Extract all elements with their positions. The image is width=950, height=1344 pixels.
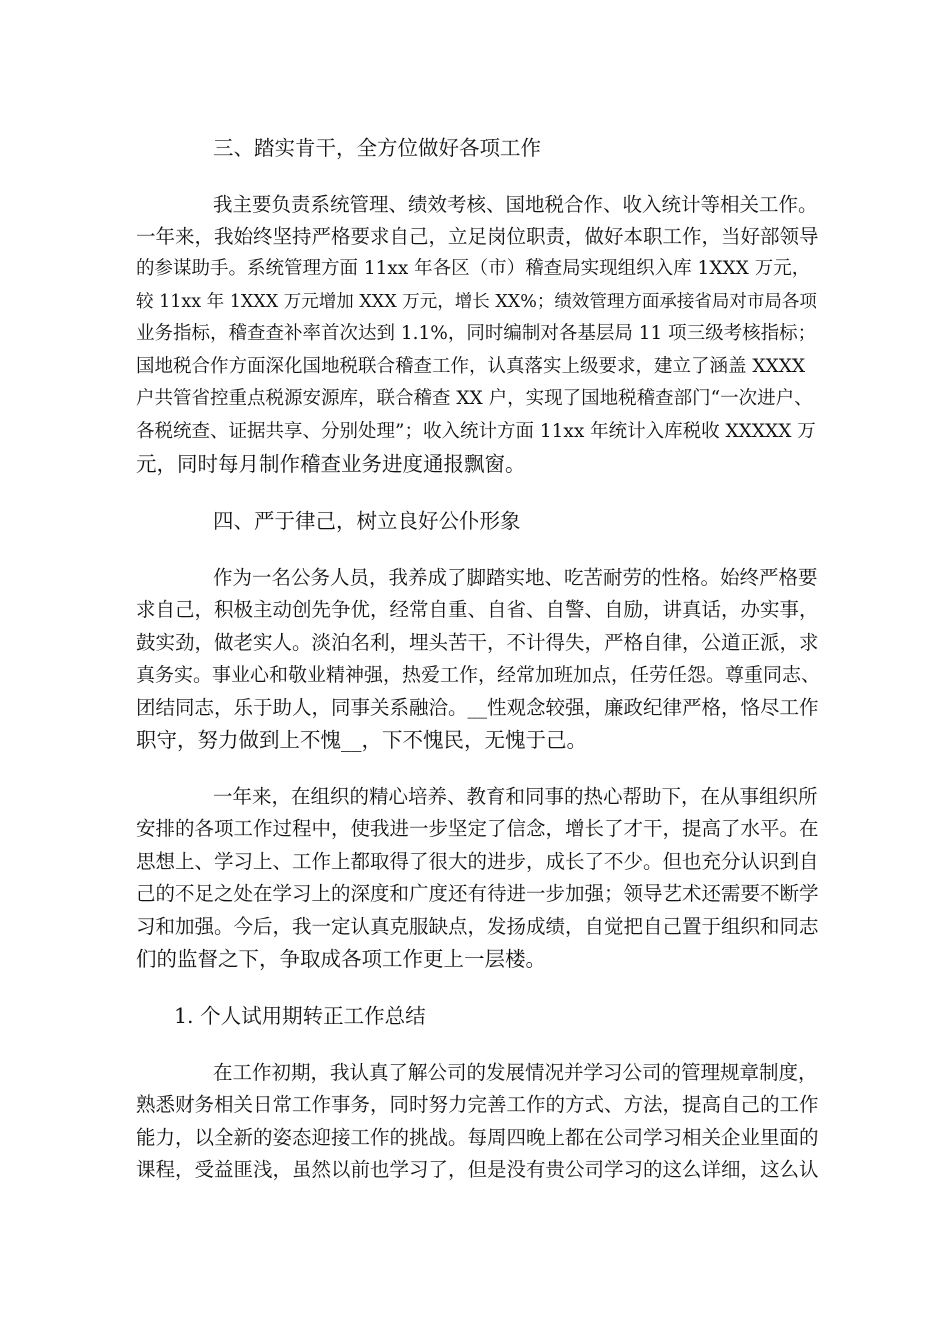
paragraph-line: 户共管省控重点税源安源库，联合稽查 XX 户，实现了国地税稽查部门“一次进户、	[136, 388, 813, 409]
paragraph-line: 团结同志，乐于助人，同事关系融洽。__性观念较强，廉政纪律严格，恪尽工作	[136, 696, 819, 719]
paragraph-line: 习和加强。今后，我一定认真克服缺点，发扬成绩，自觉把自己置于组织和同志	[136, 915, 819, 938]
paragraph-line: 业务指标，稽查查补率首次达到 1.1%，同时编制对各基层局 11 项三级考核指标；	[136, 323, 817, 344]
paragraph-line: 各税统查、证据共享、分别处理”；收入统计方面 11xx 年统计入库税收 XXXXX 万	[136, 421, 816, 442]
paragraph-line: 思想上、学习上、工作上都取得了很大的进步，成长了不少。但也充分认识到自	[136, 850, 819, 873]
paragraph-line: 作为一名公务人员，我养成了脚踏实地、吃苦耐劳的性格。始终严格要	[213, 566, 818, 589]
paragraph-line: 一年来，我始终坚持严格要求自己，立足岗位职责，做好本职工作，当好部领导	[136, 225, 819, 248]
paragraph-line: 我主要负责系统管理、绩效考核、国地税合作、收入统计等相关工作。	[213, 193, 818, 216]
paragraph-line: 熟悉财务相关日常工作事务，同时努力完善工作的方式、方法，提高自己的工作	[136, 1093, 819, 1116]
paragraph-line: 真务实。事业心和敬业精神强，热爱工作，经常加班加点，任劳任怨。尊重同志、	[136, 664, 821, 686]
paragraph-line: 较 11xx 年 1XXX 万元增加 XXX 万元，增长 XX%；绩效管理方面承接省局对市局各项	[136, 292, 817, 312]
paragraph-line: 在工作初期，我认真了解公司的发展情况并学习公司的管理规章制度，	[213, 1061, 818, 1084]
paragraph-line: 国地税合作方面深化国地税联合稽查工作，认真落实上级要求，建立了涵盖 XXXX	[136, 356, 806, 377]
paragraph-line: 职守，努力做到上不愧__，下不愧民，无愧于己。	[136, 728, 587, 752]
subsection-heading: 1. 个人试用期转正工作总结	[174, 1004, 426, 1028]
paragraph-line: 鼓实劲，做老实人。淡泊名利，埋头苦干，不计得失，严格自律，公道正派，求	[136, 631, 819, 654]
paragraph-line: 元，同时每月制作稽查业务进度通报飘窗。	[136, 452, 526, 476]
paragraph-line: 安排的各项工作过程中，使我进一步坚定了信念，增长了才干，提高了水平。在	[136, 817, 819, 840]
paragraph-line: 能力，以全新的姿态迎接工作的挑战。每周四晚上都在公司学习相关企业里面的	[136, 1126, 819, 1149]
paragraph-line: 一年来，在组织的精心培养、教育和同事的热心帮助下，在从事组织所	[213, 785, 818, 808]
section-heading-3: 三、踏实肯干，全方位做好各项工作	[213, 136, 541, 160]
paragraph-line: 己的不足之处在学习上的深度和广度还有待进一步加强；领导艺术还需要不断学	[136, 882, 819, 905]
paragraph-line: 的参谋助手。系统管理方面 11xx 年各区（市）稽查局实现组织入库 1XXX 万元，	[136, 258, 811, 279]
section-heading-4: 四、严于律己，树立良好公仆形象	[213, 509, 521, 533]
paragraph-line: 课程，受益匪浅，虽然以前也学习了，但是没有贵公司学习的这么详细，这么认	[136, 1158, 819, 1181]
paragraph-line: 求自己，积极主动创先争优，经常自重、自省、自警、自励，讲真话，办实事，	[136, 598, 819, 621]
paragraph-line: 们的监督之下，争取成各项工作更上一层楼。	[136, 947, 546, 971]
